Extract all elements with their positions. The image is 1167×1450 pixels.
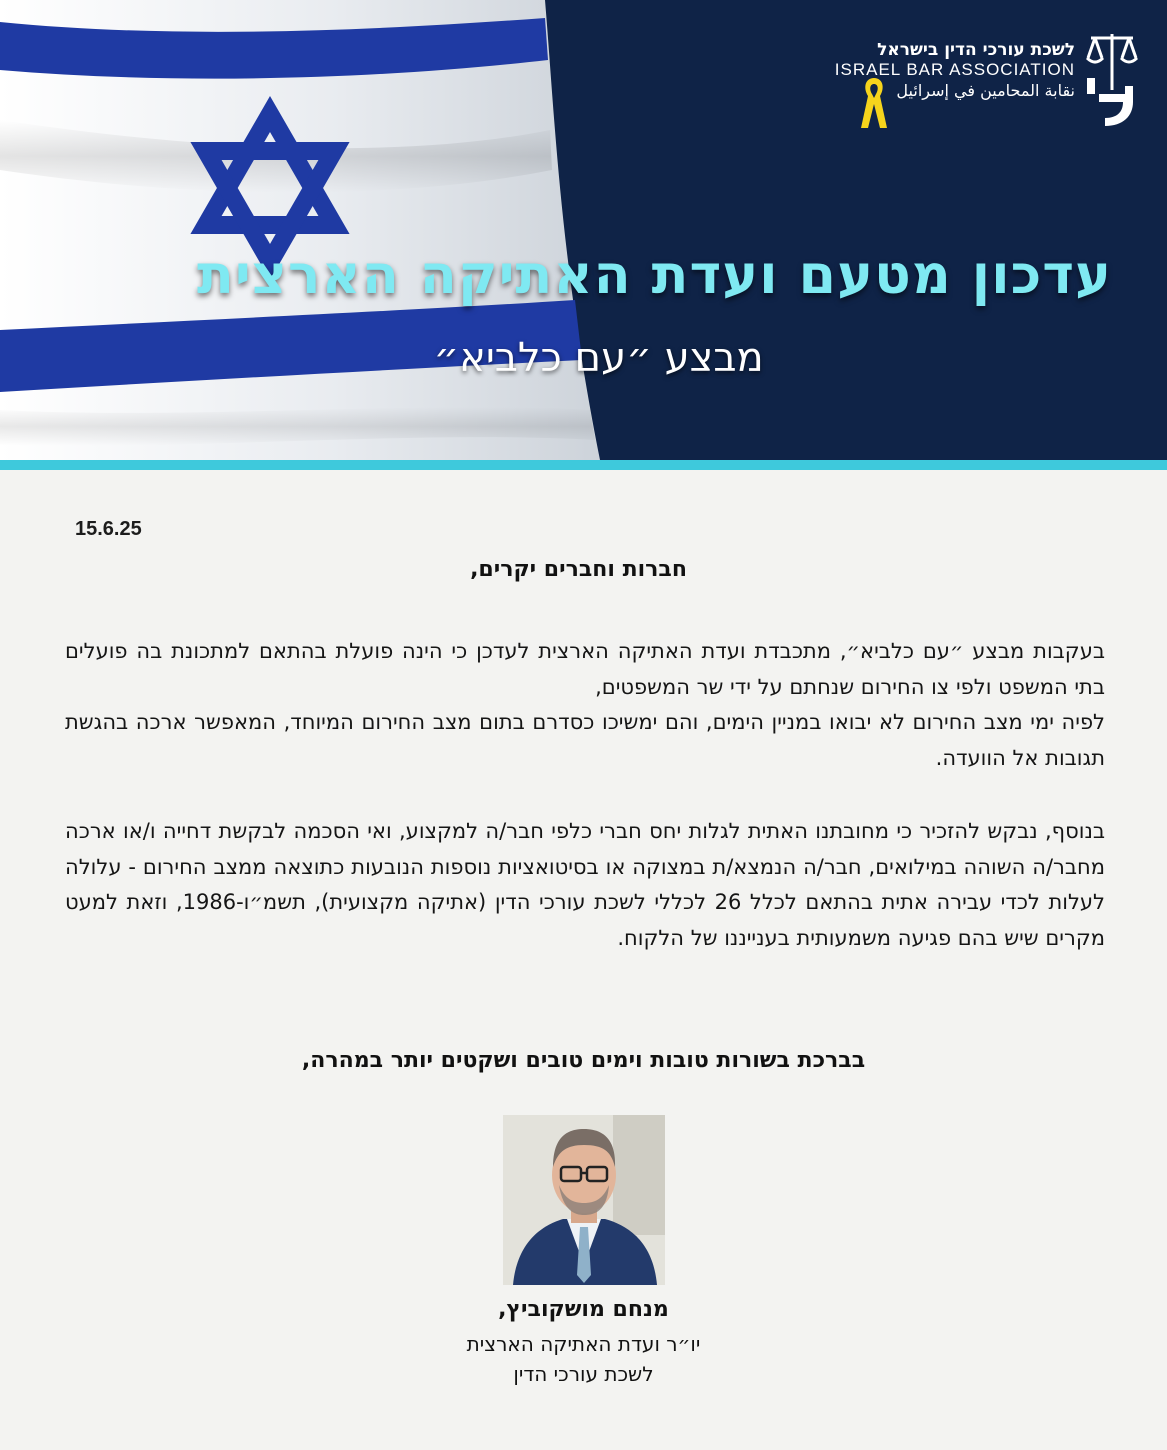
signatory-role: יו״ר ועדת האתיקה הארצית xyxy=(466,1332,701,1356)
paragraph-2-text: בנוסף, נבקש להזכיר כי מחובתנו האתית לגלות יחס חברי כלפי חבר/ה למקצוע, ואי הסכמה לבקשת דחייה ו/או ארכה מחבר/ה השוהה במילואים, חבר/ה הנמצא/ת במצוקה או בסיטואציות נוספות הנובעות כתוצאה ממצב החירום - עלולה לעלות לכדי עבירה אתית בהתאם לכלל 26 לכללי לשכת עורכי הדין (אתיקה מקצועית), תשמ״ו-1986, וזאת למעט מקרים שיש בהם פגיעה משמעותית בענייננו של הלקוח. xyxy=(65,819,1105,950)
letter-date: 15.6.25 xyxy=(75,518,142,540)
page-subtitle: מבצע ״עם כלביא״ xyxy=(433,335,764,381)
header-banner xyxy=(0,0,1167,460)
letter-closing: בברכת בשורות טובות וימים טובים ושקטים יותר במהרה, xyxy=(301,1048,866,1073)
letter-paragraph-1 xyxy=(65,634,1105,776)
scales-of-justice-logo-icon xyxy=(1079,30,1141,130)
logo-name-english: ISRAEL BAR ASSOCIATION xyxy=(834,60,1075,79)
letter-paragraph-2 xyxy=(65,814,1105,956)
page-title: עדכון מטעם ועדת האתיקה הארצית xyxy=(196,243,1112,306)
portrait-illustration xyxy=(503,1115,665,1285)
paragraph-1-part-2: לפיה ימי מצב החירום לא יבואו במניין הימים, והם ימשיכו כסדרם בתום מצב החירום המיוחד, המאפשר ארכה בהגשת תגובות אל הוועדה. xyxy=(65,710,1105,770)
paragraph-1-part-1: בעקבות מבצע ״עם כלביא״, מתכבדת ועדת האתיקה הארצית לעדכן כי הינה פועלת בהתאם למתכונת בה פועלים בתי המשפט ולפי צו החירום שנחתם על ידי שר המשפטים, xyxy=(65,639,1105,699)
letter-greeting: חברות וחברים יקרים, xyxy=(470,557,687,582)
logo-name-arabic: نقابة المحامين في إسرائيل xyxy=(896,81,1075,100)
signatory-portrait-photo xyxy=(503,1115,665,1285)
header-accent-divider xyxy=(0,460,1167,470)
logo-text-block xyxy=(835,40,1075,102)
logo-name-hebrew: לשכת עורכי הדין בישראל xyxy=(877,40,1075,60)
signatory-name: מנחם מושקוביץ, xyxy=(498,1297,669,1322)
signatory-organization: לשכת עורכי הדין xyxy=(513,1362,654,1386)
